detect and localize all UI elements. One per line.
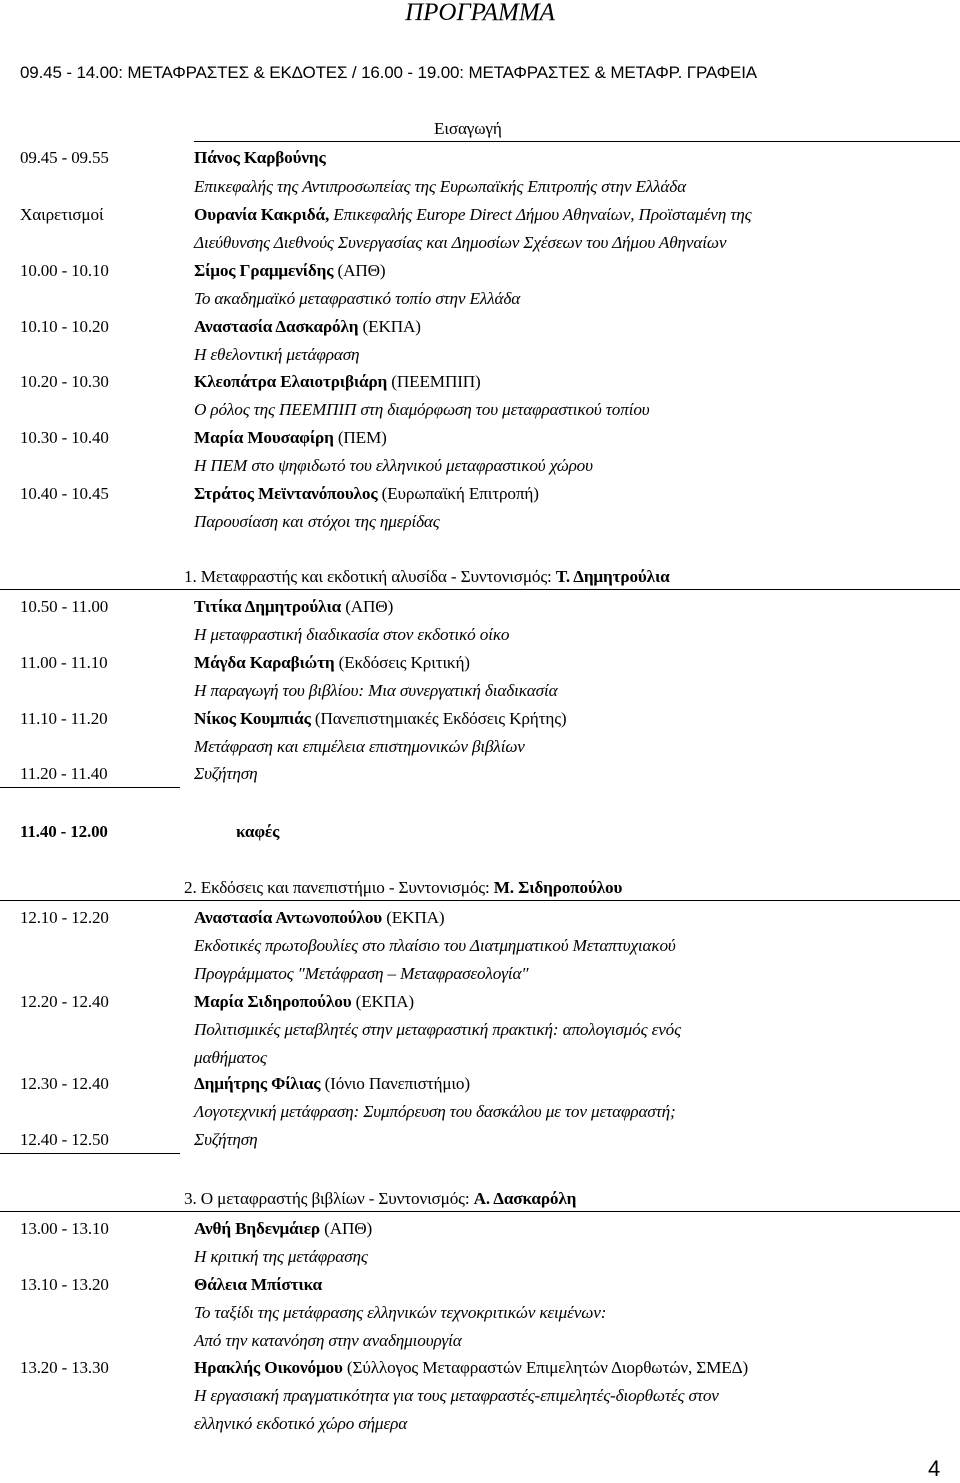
talk-title: Το ακαδημαϊκό μεταφραστικό τοπίο στην Ελλάδα [194,289,521,308]
speaker-affiliation: (ΠΕΜ) [333,428,387,447]
time-slot: 13.10 - 13.20 [20,1275,109,1294]
speaker-affiliation: (Ιόνιο Πανεπιστήμιο) [320,1074,470,1093]
speaker-entry [194,1073,470,1095]
time-slot: 11.00 - 11.10 [20,653,108,672]
section-heading-text: 3. Ο μεταφραστής βιβλίων - Συντονισμός: [184,1189,474,1208]
speaker-entry [194,652,470,674]
speaker-entry [194,1218,372,1240]
speaker-affiliation: (Εκδόσεις Κριτική) [334,653,470,672]
time-slot: 10.10 - 10.20 [20,317,109,336]
section-heading-2 [184,877,622,899]
speaker-name: Μάγδα Καραβιώτη [194,653,335,672]
speaker-affiliation: (ΑΠΘ) [341,597,394,616]
talk-title: Προγράμματος ″Μετάφραση – Μεταφρασεολογία″ [194,964,529,983]
talk-title: Μετάφραση και επιμέλεια επιστημονικών βιβλίων [194,737,525,756]
speaker-name: Μαρία Μουσαφίρη [194,428,334,447]
speaker-entry [194,427,387,449]
speaker-entry [194,204,752,226]
speaker-name: Νίκος Κουμπιάς [194,709,311,728]
time-slot: 11.10 - 11.20 [20,709,108,728]
time-slot: Χαιρετισμοί [20,205,104,224]
section-heading-text: 1. Μεταφραστής και εκδοτική αλυσίδα - Συντονισμός: [184,567,556,586]
time-slot: 10.00 - 10.10 [20,261,109,280]
speaker-affiliation: Επικεφαλής Europe Direct Δήμου Αθηναίων, Προϊσταμένη της [329,205,752,224]
break-time: 11.40 - 12.00 [20,822,108,841]
section-heading-3 [184,1188,576,1210]
speaker-entry [194,371,481,393]
time-slot: 12.30 - 12.40 [20,1074,109,1093]
talk-title: Η εργασιακή πραγματικότητα για τους μεταφραστές-επιμελητές-διορθωτές στον [194,1386,719,1405]
speaker-affiliation: (Ευρωπαϊκή Επιτροπή) [377,484,539,503]
speaker-name: Θάλεια Μπίστικα [194,1275,322,1294]
speaker-entry [194,596,393,618]
talk-title: ελληνικό εκδοτικό χώρο σήμερα [194,1414,408,1433]
speaker-affiliation: (Σύλλογος Μεταφραστών Επιμελητών Διορθωτών, ΣΜΕΔ) [342,1358,749,1377]
section-rule [0,1211,960,1212]
time-slot: 10.30 - 10.40 [20,428,109,447]
time-slot: 12.10 - 12.20 [20,908,109,927]
speaker-name: Κλεοπάτρα Ελαιοτριβιάρη [194,372,388,391]
coordinator-name: Μ. Σιδηροπούλου [493,878,623,897]
speaker-entry [194,1357,960,1379]
time-slot: 12.40 - 12.50 [20,1130,109,1149]
speaker-affiliation: (ΕΚΠΑ) [358,317,421,336]
speaker-name: Αναστασία Δασκαρόλη [194,317,359,336]
time-slot: 13.20 - 13.30 [20,1358,109,1377]
talk-title: Εκδοτικές πρωτοβουλίες στο πλαίσιο του Διατμηματικού Μεταπτυχιακού [194,936,676,955]
talk-title: Η μεταφραστική διαδικασία στον εκδοτικό οίκο [194,625,510,644]
section-heading-text: 2. Εκδόσεις και πανεπιστήμιο - Συντονισμός: [184,878,494,897]
speaker-name: Πάνος Καρβούνης [194,148,326,167]
coordinator-name: Τ. Δημητρούλια [555,567,670,586]
page-subtitle: 09.45 - 14.00: ΜΕΤΑΦΡΑΣΤΕΣ & ΕΚΔΟΤΕΣ / 16.00 - 19.00: ΜΕΤΑΦΡΑΣΤΕΣ & ΜΕΤΑΦΡ. ΓΡΑΦΕΙΑ [20,63,757,82]
discussion-rule [0,787,180,788]
time-slot: 13.00 - 13.10 [20,1219,109,1238]
time-slot: 12.20 - 12.40 [20,992,109,1011]
speaker-name: Ουρανία Κακριδά, [194,205,330,224]
speaker-affiliation: (ΑΠΘ) [319,1219,373,1238]
discussion-label: Συζήτηση [194,764,258,783]
section-rule [0,900,960,901]
speaker-entry [194,907,445,929]
coordinator-name: Α. Δασκαρόλη [473,1189,577,1208]
time-slot: 10.50 - 11.00 [20,597,109,616]
talk-title: Επικεφαλής της Αντιπροσωπείας της Ευρωπαϊκής Επιτροπής στην Ελλάδα [194,177,687,196]
speaker-affiliation: (ΑΠΘ) [333,261,386,280]
talk-title: Η κριτική της μετάφρασης [194,1247,368,1266]
talk-title: Η ΠΕΜ στο ψηφιδωτό του ελληνικού μεταφραστικού χώρου [194,456,593,475]
speaker-affiliation: (Πανεπιστημιακές Εκδόσεις Κρήτης) [310,709,567,728]
speaker-name: Στράτος Μεϊντανόπουλος [194,484,378,503]
talk-title: Η εθελοντική μετάφραση [194,345,360,364]
speaker-entry [194,708,566,730]
page-number: 4 [928,1456,941,1481]
speaker-name: Μαρία Σιδηροπούλου [194,992,352,1011]
speaker-entry [194,483,539,505]
time-slot: 09.45 - 09.55 [20,148,109,167]
talk-title: Η παραγωγή του βιβλίου: Μια συνεργατική διαδικασία [194,681,558,700]
time-slot: 10.40 - 10.45 [20,484,109,503]
talk-title: Παρουσίαση και στόχοι της ημερίδας [194,512,440,531]
speaker-entry [194,260,386,282]
talk-title: Το ταξίδι της μετάφρασης ελληνικών τεχνοκριτικών κειμένων: [194,1303,607,1322]
talk-title: Διεύθυνσης Διεθνούς Συνεργασίας και Δημοσίων Σχέσεων του Δήμου Αθηναίων [194,233,727,252]
speaker-affiliation: (ΕΚΠΑ) [382,908,445,927]
talk-title: Λογοτεχνική μετάφραση: Συμπόρευση του δασκάλου με τον μεταφραστή; [194,1102,676,1121]
speaker-affiliation: (ΠΕΕΜΠΙΠ) [387,372,481,391]
speaker-name: Ανθή Βηδενμάιερ [194,1219,320,1238]
time-slot: 11.20 - 11.40 [20,764,108,783]
section-heading-1 [184,566,670,588]
discussion-label: Συζήτηση [194,1130,258,1149]
talk-title: Ο ρόλος της ΠΕΕΜΠΙΠ στη διαμόρφωση του μεταφραστικού τοπίου [194,400,650,419]
speaker-entry [194,316,421,338]
discussion-rule [0,1153,180,1154]
speaker-affiliation: (ΕΚΠΑ) [351,992,414,1011]
talk-title: Από την κατανόηση στην αναδημιουργία [194,1331,462,1350]
speaker-entry [194,991,414,1013]
speaker-name: Αναστασία Αντωνοπούλου [194,908,383,927]
section-rule [194,141,960,142]
talk-title: μαθήματος [194,1048,267,1067]
speaker-entry [194,147,326,169]
section-heading-intro: Εισαγωγή [434,119,502,138]
speaker-name: Δημήτρης Φίλιας [194,1074,321,1093]
talk-title: Πολιτισμικές μεταβλητές στην μεταφραστική πρακτική: απολογισμός ενός [194,1020,681,1039]
time-slot: 10.20 - 10.30 [20,372,109,391]
speaker-entry [194,1274,322,1296]
section-rule [0,589,960,590]
page-title: ΠΡΟΓΡΑΜΜΑ [405,0,555,26]
break-label: καφές [236,822,280,841]
speaker-name: Σίμος Γραμμενίδης [194,261,334,280]
speaker-name: Ηρακλής Οικονόμου [194,1358,343,1377]
speaker-name: Τιτίκα Δημητρούλια [194,597,342,616]
